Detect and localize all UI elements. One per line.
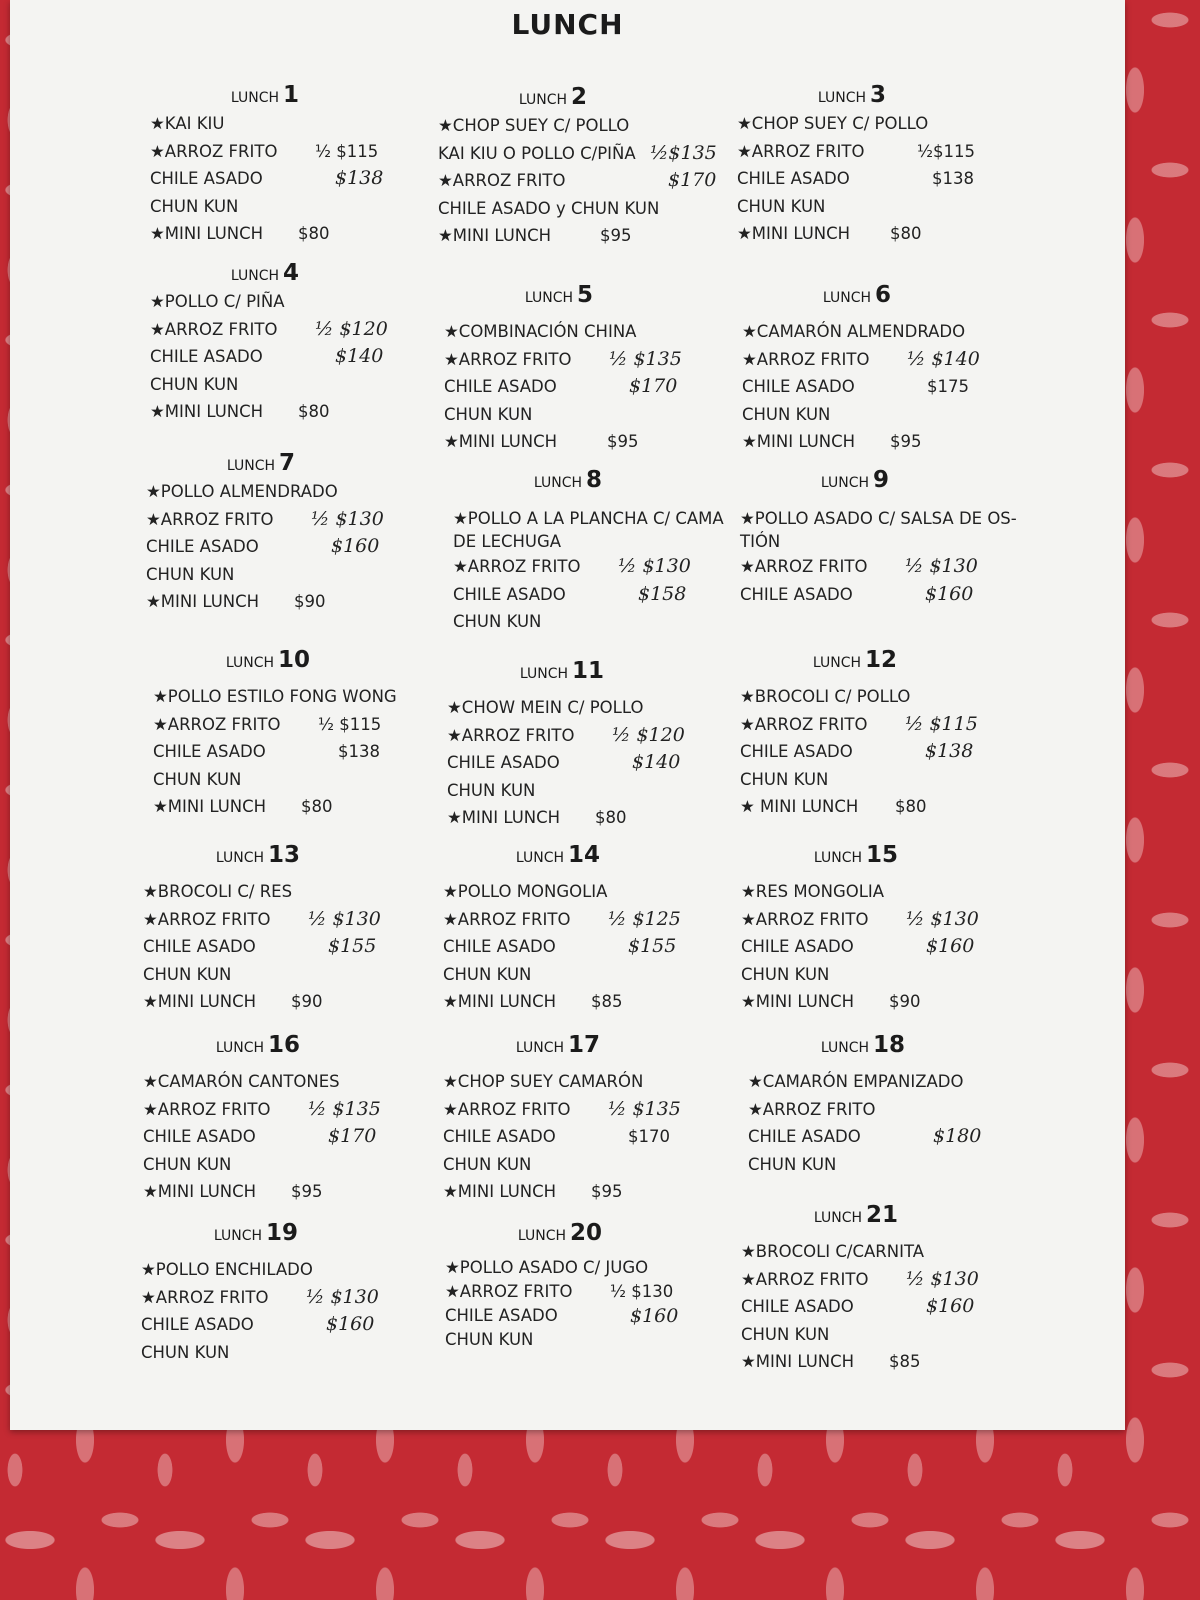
lunch-label: LUNCH <box>820 475 870 491</box>
mini-label: ★MINI LUNCH <box>153 797 267 816</box>
arroz-label: ★ARROZ FRITO <box>143 1099 271 1119</box>
chun-kun: CHUN KUN <box>741 1324 830 1344</box>
mini-row <box>741 1348 1026 1376</box>
lunch-label: LUNCH <box>812 655 862 671</box>
arroz-label: ★ARROZ FRITO <box>150 319 278 339</box>
half-price: ½ $130 <box>610 1282 674 1301</box>
lunch-label: LUNCH <box>518 92 568 108</box>
half-price: ½ $130 <box>905 555 978 577</box>
chile-label: CHILE ASADO <box>443 1127 556 1146</box>
chun-kun: CHUN KUN <box>153 769 242 789</box>
arroz-label: ★ARROZ FRITO <box>742 349 870 369</box>
lunch-title <box>150 80 380 110</box>
lunch-label: LUNCH <box>524 290 574 306</box>
lunch-label: LUNCH <box>813 850 863 866</box>
arroz-row <box>143 906 428 934</box>
full-price: $170 <box>668 169 717 191</box>
lunch-title <box>742 280 972 310</box>
mini-label: ★MINI LUNCH <box>143 992 257 1011</box>
mini-row <box>447 804 732 832</box>
lunch-label: LUNCH <box>822 290 872 306</box>
chile-chun-row: CHILE ASADO y CHUN KUN <box>438 198 660 218</box>
chile-label: CHILE ASADO <box>741 1297 854 1316</box>
arroz-row <box>741 1266 1026 1294</box>
chile-label: CHILE ASADO <box>443 937 556 956</box>
chun-kun: CHUN KUN <box>748 1154 837 1174</box>
full-price: $155 <box>628 935 677 957</box>
lunch-number: 2 <box>571 84 588 110</box>
chile-label: CHILE ASADO <box>143 1127 256 1146</box>
arroz-row <box>146 506 431 534</box>
lunch-label: LUNCH <box>230 268 280 284</box>
lunch-title <box>438 82 668 112</box>
arroz-label: ★ARROZ FRITO <box>741 1269 869 1289</box>
arroz-label: ★ARROZ FRITO <box>443 909 571 929</box>
chun-kun: CHUN KUN <box>143 964 232 984</box>
arroz-label: ★ARROZ FRITO <box>737 141 865 161</box>
lunch-label: LUNCH <box>820 1040 870 1056</box>
arroz-label: ★ARROZ FRITO <box>444 349 572 369</box>
lunch-number: 13 <box>268 842 301 868</box>
arroz-row <box>443 1096 728 1124</box>
chile-row <box>740 738 1025 766</box>
chun-kun: CHUN KUN <box>150 196 239 216</box>
arroz-row <box>150 316 435 344</box>
lunch-main-dish: ★CHOW MEIN C/ POLLO <box>447 698 644 717</box>
arroz-row <box>143 1096 428 1124</box>
mini-row <box>143 988 428 1016</box>
chun-kun: CHUN KUN <box>141 1342 230 1362</box>
mini-price: $80 <box>890 224 922 243</box>
chun-kun: CHUN KUN <box>447 780 536 800</box>
mini-price: $80 <box>301 797 333 816</box>
chile-label: CHILE ASADO <box>150 347 263 366</box>
chun-kun: CHUN KUN <box>443 1154 532 1174</box>
half-price: ½ $120 <box>315 317 388 340</box>
chile-label: CHILE ASADO <box>146 537 259 556</box>
arroz-row <box>742 346 1027 374</box>
chun-kun: CHUN KUN <box>741 964 830 984</box>
lunch-block-11 <box>447 656 732 832</box>
mini-label: ★MINI LUNCH <box>447 808 561 827</box>
mini-price: $90 <box>291 992 323 1011</box>
lunch-block-1 <box>150 80 435 248</box>
lunch-title <box>740 465 970 495</box>
lunch-number: 15 <box>866 842 899 868</box>
arroz-row <box>153 711 438 739</box>
lunch-block-19 <box>141 1218 426 1366</box>
half-price: ½ $130 <box>311 507 384 530</box>
lunch-block-21 <box>741 1200 1026 1376</box>
arroz-row <box>443 906 728 934</box>
chile-row <box>153 738 438 766</box>
lunch-main-dish: ★CHOP SUEY C/ POLLO <box>737 114 929 133</box>
mini-label: ★MINI LUNCH <box>443 992 557 1011</box>
mini-row <box>150 398 435 426</box>
chile-label: CHILE ASADO <box>748 1127 861 1146</box>
mini-row <box>146 588 431 616</box>
arroz-label: ★ARROZ FRITO <box>453 557 581 576</box>
lunch-number: 1 <box>283 82 300 108</box>
chile-row <box>737 165 1022 193</box>
half-price: ½ $140 <box>907 347 980 370</box>
lunch-number: 19 <box>266 1220 299 1246</box>
lunch-label: LUNCH <box>215 1040 265 1056</box>
mini-price: $80 <box>298 224 330 243</box>
half-price: ½ $130 <box>618 555 691 577</box>
chile-label: CHILE ASADO <box>153 742 266 761</box>
lunch-label: LUNCH <box>817 90 867 106</box>
arroz-row <box>141 1284 426 1312</box>
mini-price: $90 <box>889 992 921 1011</box>
lunch-main-dish: ★BROCOLI C/ RES <box>143 882 293 901</box>
full-price: $160 <box>925 582 974 605</box>
full-price: $170 <box>628 1127 670 1146</box>
mini-price: $80 <box>298 402 330 421</box>
chun-kun: CHUN KUN <box>453 612 542 631</box>
chun-kun: CHUN KUN <box>737 196 826 216</box>
chile-label: CHILE ASADO <box>447 753 560 772</box>
mini-row <box>737 220 1022 248</box>
full-price: $160 <box>331 535 380 557</box>
mini-price: $80 <box>895 797 927 816</box>
arroz-row <box>150 138 435 166</box>
arroz-label: ★ARROZ FRITO <box>740 714 868 734</box>
arroz-row <box>445 1280 730 1304</box>
lunch-label: LUNCH <box>215 850 265 866</box>
lunch-number: 7 <box>279 450 296 476</box>
lunch-number: 4 <box>283 260 300 286</box>
lunch-title <box>741 840 971 870</box>
full-price: $155 <box>328 935 377 957</box>
mini-label: ★MINI LUNCH <box>150 402 264 421</box>
chile-row <box>444 373 729 401</box>
lunch-number: 12 <box>865 647 898 673</box>
lunch-title <box>741 1200 971 1230</box>
lunch-title <box>740 645 970 675</box>
lunch-main-dish: ★POLLO MONGOLIA <box>443 882 608 901</box>
lunch-number: 20 <box>570 1220 603 1246</box>
chile-label: CHILE ASADO <box>141 1315 254 1334</box>
chile-row <box>150 165 435 193</box>
arroz-label: ★ARROZ FRITO <box>438 171 566 190</box>
lunch-block-12 <box>740 645 1025 821</box>
half-price: ½ $125 <box>608 907 681 930</box>
chile-row <box>443 933 728 961</box>
half-price: ½ $115 <box>905 712 978 735</box>
chile-row <box>742 373 1027 401</box>
lunch-block-17 <box>443 1030 728 1206</box>
lunch-block-5 <box>444 280 729 456</box>
full-price: $160 <box>630 1305 679 1327</box>
lunch-block-4 <box>150 258 435 426</box>
arroz-label: ★ARROZ FRITO <box>150 141 278 161</box>
extra-row <box>438 140 723 168</box>
chile-label: CHILE ASADO <box>740 584 853 604</box>
chile-label: CHILE ASADO <box>740 742 853 761</box>
lunch-number: 5 <box>577 282 594 308</box>
full-price: $138 <box>925 740 974 762</box>
lunch-title <box>153 645 383 675</box>
half-price: ½ $130 <box>906 1267 979 1290</box>
mini-row <box>740 793 1025 821</box>
half-price: ½ $130 <box>306 1285 379 1308</box>
lunch-block-20 <box>445 1218 730 1352</box>
mini-label: ★MINI LUNCH <box>742 432 856 451</box>
lunch-label: LUNCH <box>225 655 275 671</box>
arroz-row <box>741 906 1026 934</box>
chile-row <box>141 1311 426 1339</box>
lunch-title <box>141 1218 371 1248</box>
arroz-label: ★ARROZ FRITO <box>141 1287 269 1307</box>
arroz-row <box>438 167 723 195</box>
lunch-block-6 <box>742 280 1027 456</box>
chile-label: CHILE ASADO <box>742 377 855 396</box>
mini-price: $95 <box>890 432 922 451</box>
half-price: ½ $130 <box>906 907 979 930</box>
arroz-label: ★ARROZ FRITO <box>146 509 274 529</box>
chile-row <box>748 1123 1033 1151</box>
lunch-title <box>445 1218 675 1248</box>
lunch-block-13 <box>143 840 428 1016</box>
full-price: $175 <box>927 377 969 396</box>
chun-kun: CHUN KUN <box>444 404 533 424</box>
half-price: ½$115 <box>917 141 975 161</box>
lunch-main-dish: ★BROCOLI C/ POLLO <box>740 687 911 706</box>
lunch-main-dish: ★BROCOLI C/CARNITA <box>741 1242 925 1261</box>
lunch-block-3 <box>737 80 1022 248</box>
lunch-block-10 <box>153 645 438 821</box>
lunch-title <box>453 465 683 495</box>
chile-row <box>143 1123 428 1151</box>
lunch-title <box>143 840 373 870</box>
lunch-title <box>443 840 673 870</box>
lunch-label: LUNCH <box>226 458 276 474</box>
mini-label: ★MINI LUNCH <box>146 592 260 611</box>
lunch-number: 17 <box>568 1032 601 1058</box>
mini-row <box>741 988 1026 1016</box>
mini-price: $85 <box>889 1352 921 1371</box>
chun-kun: CHUN KUN <box>150 374 239 394</box>
lunch-title <box>150 258 380 288</box>
chile-label: CHILE ASADO <box>453 584 566 604</box>
lunch-main-dish: ★CAMARÓN EMPANIZADO <box>748 1072 964 1091</box>
arroz-row <box>740 711 1025 739</box>
lunch-main-dish: ★POLLO ASADO C/ SALSA DE OS-TIÓN <box>740 509 1017 551</box>
arroz-label: ★ARROZ FRITO <box>153 714 281 734</box>
half-price: ½ $120 <box>612 723 685 746</box>
lunch-label: LUNCH <box>515 1040 565 1056</box>
mini-label: ★MINI LUNCH <box>444 432 558 451</box>
arroz-label: ★ARROZ FRITO <box>445 1282 573 1301</box>
mini-row <box>444 428 729 456</box>
mini-row <box>742 428 1027 456</box>
mini-row <box>443 1178 728 1206</box>
half-price: ½ $135 <box>608 1097 681 1120</box>
mini-price: $95 <box>600 226 632 245</box>
full-price: $140 <box>335 345 384 367</box>
half-price: ½$135 <box>650 141 717 164</box>
lunch-main-dish: ★CAMARÓN ALMENDRADO <box>742 322 966 341</box>
mini-row <box>153 793 438 821</box>
mini-price: $80 <box>595 808 627 827</box>
chile-label: CHILE ASADO <box>143 937 256 956</box>
full-price: $138 <box>338 742 380 761</box>
chile-row <box>150 343 435 371</box>
arroz-label: ★ARROZ FRITO <box>447 725 575 745</box>
chile-row <box>741 1293 1026 1321</box>
mini-row <box>143 1178 428 1206</box>
mini-label: ★MINI LUNCH <box>737 224 851 243</box>
extra-label: KAI KIU O POLLO C/PIÑA <box>438 143 636 163</box>
lunch-label: LUNCH <box>813 1210 863 1226</box>
mini-label: ★MINI LUNCH <box>741 992 855 1011</box>
chile-row <box>453 581 738 609</box>
lunch-main-dish: ★POLLO ASADO C/ JUGO <box>445 1258 649 1277</box>
chile-row <box>443 1123 728 1151</box>
lunch-label: LUNCH <box>213 1228 263 1244</box>
lunch-number: 9 <box>873 467 890 493</box>
lunch-main-dish: ★POLLO C/ PIÑA <box>150 292 285 311</box>
chile-row <box>143 933 428 961</box>
mini-label: ★MINI LUNCH <box>143 1182 257 1201</box>
lunch-title <box>444 280 674 310</box>
lunch-title <box>737 80 967 110</box>
half-price: ½ $115 <box>318 714 382 734</box>
lunch-block-8 <box>453 465 738 636</box>
full-price: $170 <box>328 1125 377 1147</box>
lunch-label: LUNCH <box>515 850 565 866</box>
lunch-number: 18 <box>873 1032 906 1058</box>
chile-row <box>740 581 1025 609</box>
arroz-row <box>737 138 1022 166</box>
chile-label: CHILE ASADO <box>445 1306 558 1325</box>
lunch-number: 8 <box>586 467 603 493</box>
arroz-row <box>447 722 732 750</box>
mini-price: $95 <box>607 432 639 451</box>
lunch-main-dish: ★CHOP SUEY CAMARÓN <box>443 1072 644 1091</box>
chile-row <box>741 933 1026 961</box>
lunch-main-dish: ★CHOP SUEY C/ POLLO <box>438 116 630 135</box>
lunch-number: 6 <box>875 282 892 308</box>
mini-label: ★MINI LUNCH <box>741 1352 855 1371</box>
arroz-row <box>740 553 1025 581</box>
lunch-number: 16 <box>268 1032 301 1058</box>
arroz-row <box>444 346 729 374</box>
mini-row <box>438 222 723 250</box>
chun-kun: CHUN KUN <box>740 769 829 789</box>
half-price: ½ $130 <box>308 907 381 930</box>
lunch-title <box>748 1030 978 1060</box>
lunch-block-9 <box>740 465 1025 608</box>
lunch-number: 11 <box>572 658 605 684</box>
half-price: ½ $135 <box>308 1097 381 1120</box>
lunch-block-14 <box>443 840 728 1016</box>
mini-price: $85 <box>591 992 623 1011</box>
mini-price: $95 <box>591 1182 623 1201</box>
half-price: ½ $135 <box>609 347 682 370</box>
chile-label: CHILE ASADO <box>150 169 263 188</box>
lunch-main-dish: ★POLLO A LA PLANCHA C/ CAMA DE LECHUGA <box>453 509 724 551</box>
lunch-block-2 <box>438 82 723 250</box>
lunch-main-dish: ★POLLO ENCHILADO <box>141 1260 313 1279</box>
lunch-label: LUNCH <box>230 90 280 106</box>
chile-label: CHILE ASADO <box>741 937 854 956</box>
chile-row <box>146 533 431 561</box>
chile-label: CHILE ASADO <box>444 377 557 396</box>
full-price: $160 <box>926 1295 975 1317</box>
mini-price: $95 <box>291 1182 323 1201</box>
lunch-main-dish: ★CAMARÓN CANTONES <box>143 1072 340 1091</box>
lunch-label: LUNCH <box>519 666 569 682</box>
lunch-title <box>447 656 677 686</box>
full-price: $170 <box>629 375 678 397</box>
half-price: ½ $115 <box>315 141 379 161</box>
lunch-block-18 <box>748 1030 1033 1178</box>
chile-label: CHILE ASADO <box>737 169 850 188</box>
lunch-main-dish: ★COMBINACIÓN CHINA <box>444 322 637 341</box>
chile-row <box>447 749 732 777</box>
lunch-label: LUNCH <box>517 1228 567 1244</box>
arroz-label: ★ARROZ FRITO <box>143 909 271 929</box>
page-title: LUNCH <box>511 8 624 41</box>
chun-kun: CHUN KUN <box>443 964 532 984</box>
lunch-title <box>143 1030 373 1060</box>
arroz-label: ★ARROZ FRITO <box>740 557 868 576</box>
lunch-main-dish: ★KAI KIU <box>150 114 225 133</box>
full-price: $158 <box>638 582 687 605</box>
lunch-block-16 <box>143 1030 428 1206</box>
chun-kun: CHUN KUN <box>146 564 235 584</box>
chun-kun: CHUN KUN <box>742 404 831 424</box>
mini-label: ★ MINI LUNCH <box>740 797 859 816</box>
mini-price: $90 <box>294 592 326 611</box>
mini-row <box>150 220 435 248</box>
arroz-label: ★ARROZ FRITO <box>741 909 869 929</box>
mini-label: ★MINI LUNCH <box>438 226 552 245</box>
arroz-label: ★ARROZ FRITO <box>748 1099 876 1119</box>
menu-sheet <box>10 0 1125 1430</box>
lunch-main-dish: ★POLLO ESTILO FONG WONG <box>153 687 397 706</box>
lunch-main-dish: ★POLLO ALMENDRADO <box>146 482 338 501</box>
lunch-title <box>443 1030 673 1060</box>
lunch-number: 21 <box>866 1202 899 1228</box>
full-price: $160 <box>326 1313 375 1335</box>
lunch-title <box>146 448 376 478</box>
full-price: $180 <box>933 1125 982 1147</box>
chile-row <box>445 1304 730 1328</box>
full-price: $140 <box>632 751 681 773</box>
full-price: $160 <box>926 935 975 957</box>
lunch-block-15 <box>741 840 1026 1016</box>
mini-label: ★MINI LUNCH <box>443 1182 557 1201</box>
lunch-number: 3 <box>870 82 887 108</box>
mini-label: ★MINI LUNCH <box>150 224 264 243</box>
lunch-number: 14 <box>568 842 601 868</box>
chun-kun: CHUN KUN <box>445 1330 534 1349</box>
arroz-row <box>453 553 738 581</box>
full-price: $138 <box>335 167 384 189</box>
chun-kun: CHUN KUN <box>143 1154 232 1174</box>
mini-row <box>443 988 728 1016</box>
lunch-label: LUNCH <box>533 475 583 491</box>
lunch-block-7 <box>146 448 431 616</box>
full-price: $138 <box>932 169 974 188</box>
lunch-main-dish: ★RES MONGOLIA <box>741 882 885 901</box>
lunch-number: 10 <box>278 647 311 673</box>
arroz-label: ★ARROZ FRITO <box>443 1099 571 1119</box>
